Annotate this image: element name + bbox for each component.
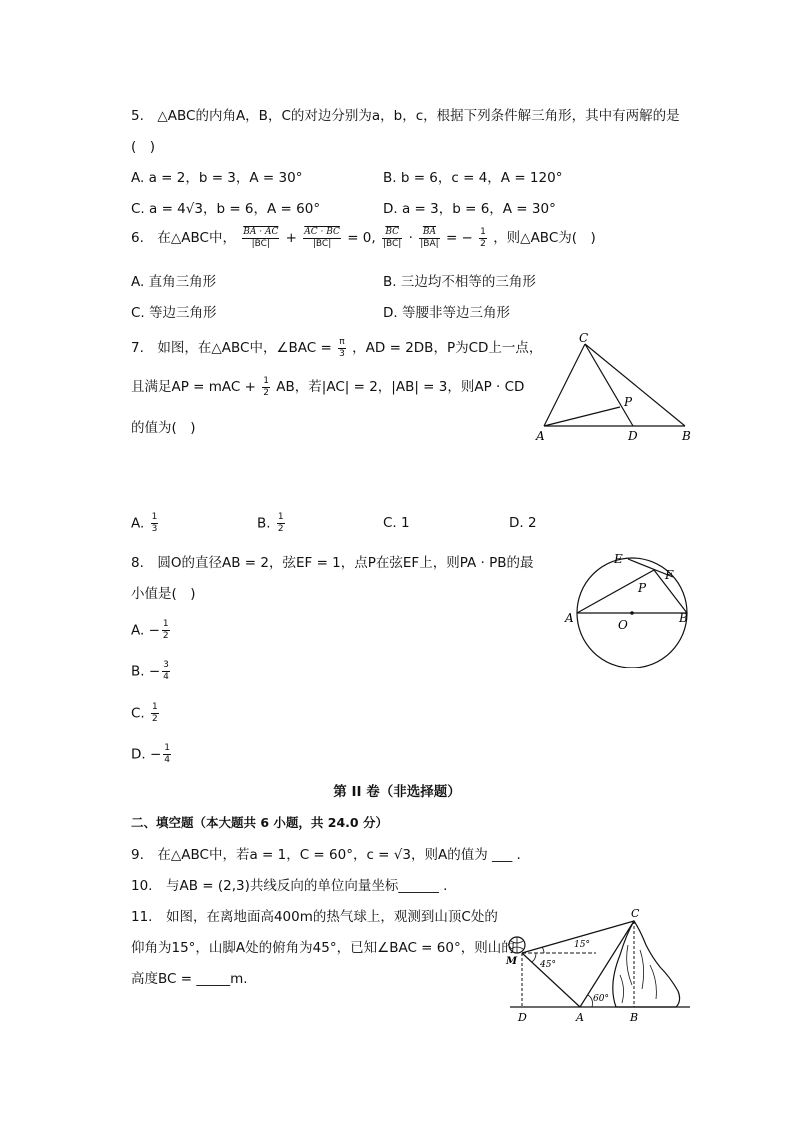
q7-side-ac (544, 344, 585, 426)
q6-frac-2: $\frac{AC \cdot BC}{|BC|}$ (304, 226, 340, 249)
q7-label-d: D (628, 429, 638, 443)
q7-frac-half: $\frac{1}{2}$ (263, 375, 269, 398)
q7-option-a-value: $\frac{1}{3}$ (151, 512, 158, 534)
q6-option-c: C. 等边三角形 (131, 305, 217, 321)
q8-option-d-value: $\frac{1}{4}$ (164, 743, 171, 765)
q7-option-d: D. 2 (509, 515, 537, 531)
q7-triangle-figure (530, 330, 700, 445)
q6-frac-4: $\frac{\overline{BA}}{|BA|}$ (420, 226, 439, 249)
q8-option-b-value: $\frac{3}{4}$ (163, 660, 169, 682)
q7-option-a-letter: A. (131, 515, 145, 532)
q8-option-a-letter: A. (131, 622, 145, 639)
q8-center-dot (630, 611, 634, 615)
q8-label-f: F (665, 568, 674, 582)
q8-option-a-value: $\frac{1}{2}$ (162, 619, 169, 641)
q8-option-c-value: $\frac{1}{2}$ (152, 702, 158, 724)
q11-mountain-figure (500, 905, 700, 1030)
q8-option-b-letter: B. (131, 663, 145, 680)
q8-option-d-letter: D. (131, 746, 146, 763)
q7-label-p: P (624, 395, 633, 409)
q6-dot: · (408, 230, 413, 246)
q6-eq0: = 0, (347, 230, 376, 246)
q7-line2a: 且满足AP = mAC + (131, 379, 256, 395)
q6-stem (131, 226, 596, 250)
q8-label-b: B (679, 611, 688, 625)
q8-option-b-sign: − (148, 663, 161, 680)
section-heading: 二、填空题（本大题共 6 小题，共 24.0 分） (131, 815, 388, 830)
q5-option-b: B. b = 6，c = 4，A = 120° (383, 170, 563, 186)
q8-line2: 小值是( ) (131, 586, 196, 602)
q7-line1a: 7. 如图，在△ABC中，∠BAC = (131, 340, 332, 356)
q8-option-c-letter: C. (131, 705, 145, 722)
q7-option-b (257, 512, 287, 535)
q7-label-b: B (682, 429, 691, 443)
q11-arc-15 (542, 947, 544, 953)
q8-label-e: E (614, 552, 623, 566)
q6-option-a: A. 直角三角形 (131, 274, 217, 290)
q6-option-d: D. 等腰非等边三角形 (383, 305, 510, 321)
q7-line1b: ，AD = 2DB，P为CD上一点， (352, 340, 543, 356)
q5-option-a: A. a = 2，b = 3，A = 30° (131, 170, 303, 186)
q6-frac-half: $\frac{1}{2}$ (480, 226, 486, 249)
q8-line1: 8. 圆O的直径AB = 2，弦EF = 1，点P在弦EF上，则PA · PB的最 (131, 555, 534, 571)
q11-label-d: D (518, 1011, 527, 1024)
q7-line2 (131, 375, 524, 399)
q8-option-d-sign: − (149, 746, 162, 763)
q8-option-a-sign: − (148, 622, 160, 639)
q8-label-p: P (638, 581, 647, 595)
q8-circle-figure (560, 548, 700, 668)
q7-label-c: C (579, 331, 589, 345)
q7-line1 (131, 336, 542, 360)
q7-line3: 的值为( ) (131, 420, 196, 436)
q11-label-m: M (506, 956, 518, 967)
q6-lead: 6. 在△ABC中， (131, 230, 236, 246)
q11-line1: 11. 如图，在离地面高400m的热气球上，观测到山顶C处的 (131, 909, 498, 925)
q6-eqm: = − (445, 230, 473, 246)
q7-label-a: A (536, 429, 545, 443)
q6-plus: + (285, 230, 297, 246)
q6-option-b: B. 三边均不相等的三角形 (383, 274, 536, 290)
q11-balloon-lines (511, 937, 523, 953)
q7-line2b: AB，若|AC| = 2，|AB| = 3，则AP · CD (276, 379, 525, 395)
q5-stem: 5. △ABC的内角A，B，C的对边分别为a，b，c，根据下列条件解三角形，其中有两解的是 (131, 108, 680, 124)
q7-segment-ap (544, 407, 620, 426)
q8-option-b (131, 660, 172, 683)
q8-option-d (131, 743, 173, 766)
q8-option-c (131, 702, 161, 725)
q11-label-b: B (630, 1011, 639, 1024)
q11-line3: 高度BC = _____m. (131, 971, 248, 987)
q8-option-a (131, 619, 172, 642)
q11-label-60: 60° (593, 994, 609, 1004)
q5-option-c: C. a = 4√3，b = 6，A = 60° (131, 201, 321, 217)
q11-label-c: C (631, 907, 640, 920)
q7-option-b-value: $\frac{1}{2}$ (277, 512, 284, 534)
q11-line2: 仰角为15°，山脚A处的俯角为45°，已知∠BAC = 60°，则山的 (131, 940, 515, 956)
q7-side-cb (585, 344, 685, 426)
q5-paren: ( ) (131, 139, 156, 155)
q8-label-a: A (565, 611, 574, 625)
q7-option-a (131, 512, 160, 535)
q8-label-o: O (618, 618, 628, 632)
q7-option-b-letter: B. (257, 515, 271, 532)
q6-frac-1: $\frac{BA \cdot AC}{|BC|}$ (243, 226, 279, 249)
q9-text: 9. 在△ABC中，若a = 1，C = 60°，c = √3，则A的值为 ___ . (131, 847, 521, 863)
q5-option-d: D. a = 3，b = 6，A = 30° (383, 201, 556, 217)
q11-mountain (613, 921, 680, 1007)
q7-option-c: C. 1 (383, 515, 410, 531)
part2-title: 第 II 卷（非选择题） (333, 784, 461, 800)
q11-label-a: A (576, 1011, 584, 1024)
q7-frac-pi3: $\frac{\pi}{3}$ (339, 336, 345, 359)
q11-label-45: 45° (540, 960, 556, 970)
q6-tail: ，则△ABC为( ) (493, 230, 596, 246)
q10-text: 10. 与AB = (2,3)共线反向的单位向量坐标______ . (131, 878, 448, 894)
q11-arc-45 (532, 953, 536, 962)
q11-label-15: 15° (574, 940, 590, 950)
q6-frac-3: $\frac{\overline{BC}}{|BC|}$ (382, 226, 402, 249)
q11-arc-60 (588, 995, 593, 1007)
